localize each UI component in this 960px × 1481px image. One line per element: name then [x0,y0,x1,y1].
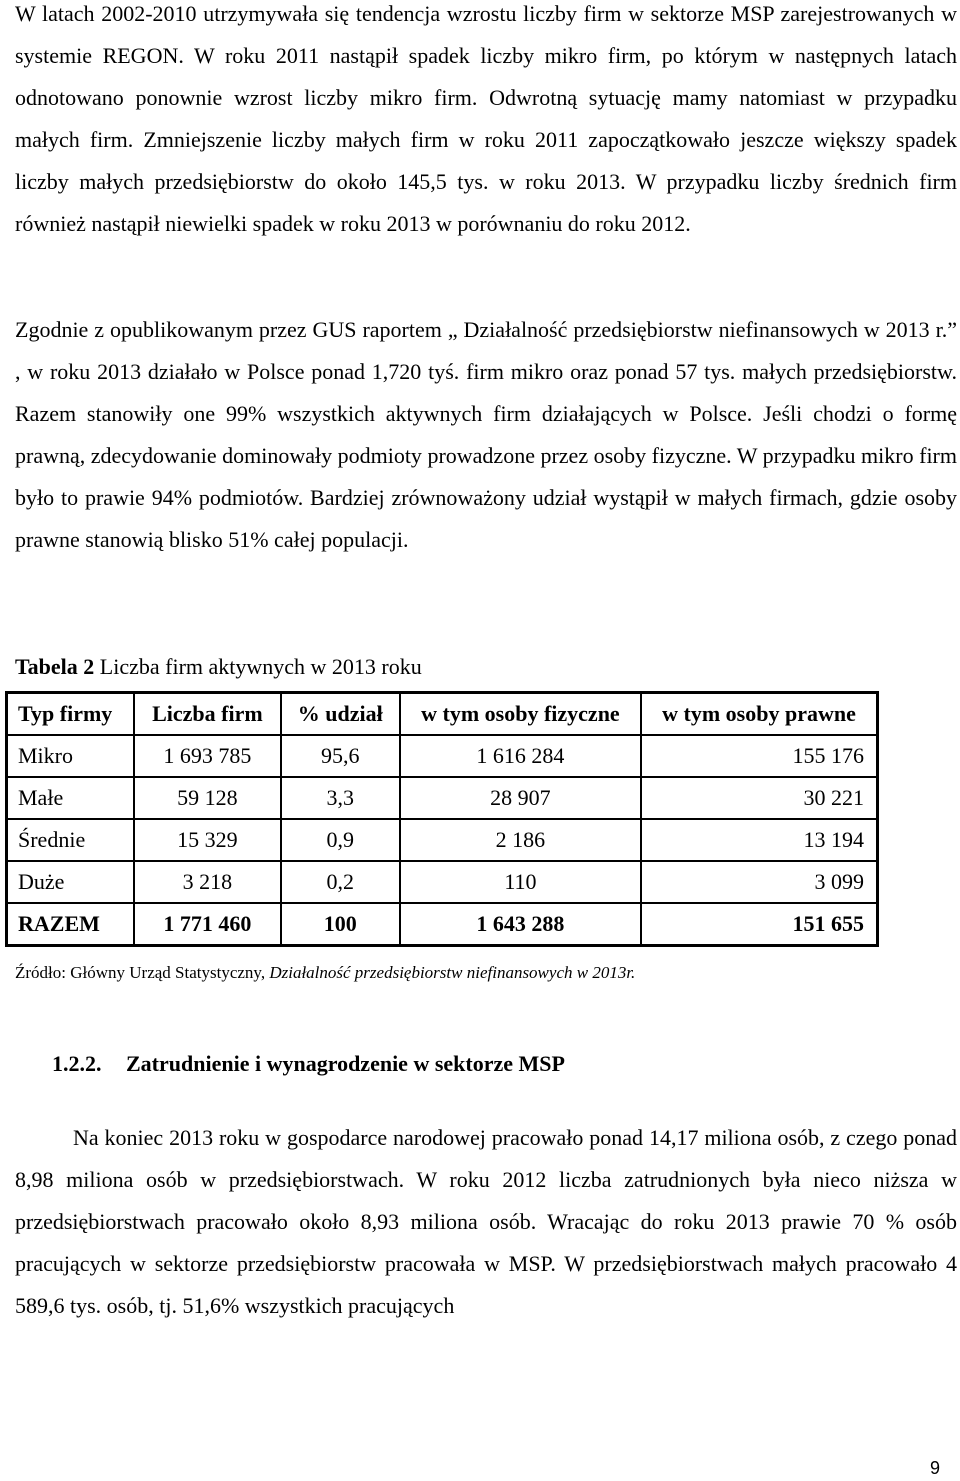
cell-count: 59 128 [134,777,281,819]
header-firm-count: Liczba firm [134,693,281,736]
cell-share: 3,3 [281,777,400,819]
cell-count: 1 693 785 [134,735,281,777]
cell-share: 100 [281,903,400,946]
cell-share: 0,2 [281,861,400,903]
table-total-row [7,903,878,946]
cell-type: Małe [7,777,135,819]
table-caption [15,647,422,687]
active-firms-table [5,691,879,947]
paragraph-gus-report: Zgodnie z opublikowanym przez GUS raportem „ Działalność przedsiębiorstw niefinansowych w 2013 r.” , w roku 2013 działało w Polsce ponad 1,720 tyś. firm mikro oraz ponad 57 tys. małych przedsiębiorstw. Razem stanowiły one 99% wszystkich aktywnych firm działających w Polsce. Jeśli chodzi o formę prawną, zdecydowanie dominowały podmioty prowadzone przez osoby fizyczne. W przypadku mikro firm było to prawie 94% podmiotów. Bardziej zrównoważony udział wystąpił w małych firmach, gdzie osoby prawne stanowią blisko 51% całej populacji. [15,317,957,552]
cell-count: 3 218 [134,861,281,903]
table-row [7,777,878,819]
cell-type: Mikro [7,735,135,777]
cell-share: 95,6 [281,735,400,777]
table-caption-text: Liczba firm aktywnych w 2013 roku [94,654,422,679]
cell-type: Średnie [7,819,135,861]
source-prefix: Źródło: Główny Urząd Statystyczny, [15,963,270,982]
section-title: Zatrudnienie i wynagrodzenie w sektorze MSP [126,1051,565,1076]
table-row [7,735,878,777]
cell-type: RAZEM [7,903,135,946]
section-number: 1.2.2. [52,1051,102,1076]
cell-count: 1 771 460 [134,903,281,946]
cell-natural: 28 907 [400,777,641,819]
paragraph-employment: Na koniec 2013 roku w gospodarce narodowej pracowało ponad 14,17 miliona osób, z czego ponad 8,98 miliona osób w przedsiębiorstwach. W roku 2012 liczba zatrudnionych była nieco niższa w przedsiębiorstwach pracowało około 8,93 miliona osób. Wracając do roku 2013 prawie 70 % osób pracujących w sektorze przedsiębiorstw pracowała w MSP. W przedsiębiorstwach małych pracowało 4 589,6 tys. osób, tj. 51,6% wszystkich pracujących [15,1125,957,1318]
header-firm-type: Typ firmy [7,693,135,736]
cell-natural: 1 616 284 [400,735,641,777]
source-title: Działalność przedsiębiorstw niefinansowych w 2013r. [269,963,636,982]
paragraph-regon-trend: W latach 2002-2010 utrzymywała się tendencja wzrostu liczby firm w sektorze MSP zarejestrowanych w systemie REGON. W roku 2011 nastąpił spadek liczby mikro firm, po którym w następnych latach odnotowano ponownie wzrost liczby mikro firm. Odwrotną sytuację mamy natomiast w przypadku małych firm. Zmniejszenie liczby małych firm w roku 2011 zapoczątkowało jeszcze większy spadek liczby małych przedsiębiorstw do około 145,5 tys. w roku 2013. W przypadku liczby średnich firm również nastąpił niewielki spadek w roku 2013 w porównaniu do roku 2012. [15,1,957,236]
section-heading [52,1046,565,1082]
cell-type: Duże [7,861,135,903]
cell-legal: 151 655 [641,903,878,946]
header-natural-persons: w tym osoby fizyczne [400,693,641,736]
header-share: % udział [281,693,400,736]
table-row [7,819,878,861]
cell-legal: 3 099 [641,861,878,903]
cell-share: 0,9 [281,819,400,861]
table-caption-label: Tabela 2 [15,654,95,679]
cell-natural: 2 186 [400,819,641,861]
cell-natural: 110 [400,861,641,903]
table-header-row [7,693,878,736]
cell-count: 15 329 [134,819,281,861]
header-legal-persons: w tym osoby prawne [641,693,878,736]
cell-natural: 1 643 288 [400,903,641,946]
table-source-note [15,963,635,983]
table-row [7,861,878,903]
cell-legal: 30 221 [641,777,878,819]
page-number: 9 [930,1458,941,1478]
cell-legal: 13 194 [641,819,878,861]
cell-legal: 155 176 [641,735,878,777]
